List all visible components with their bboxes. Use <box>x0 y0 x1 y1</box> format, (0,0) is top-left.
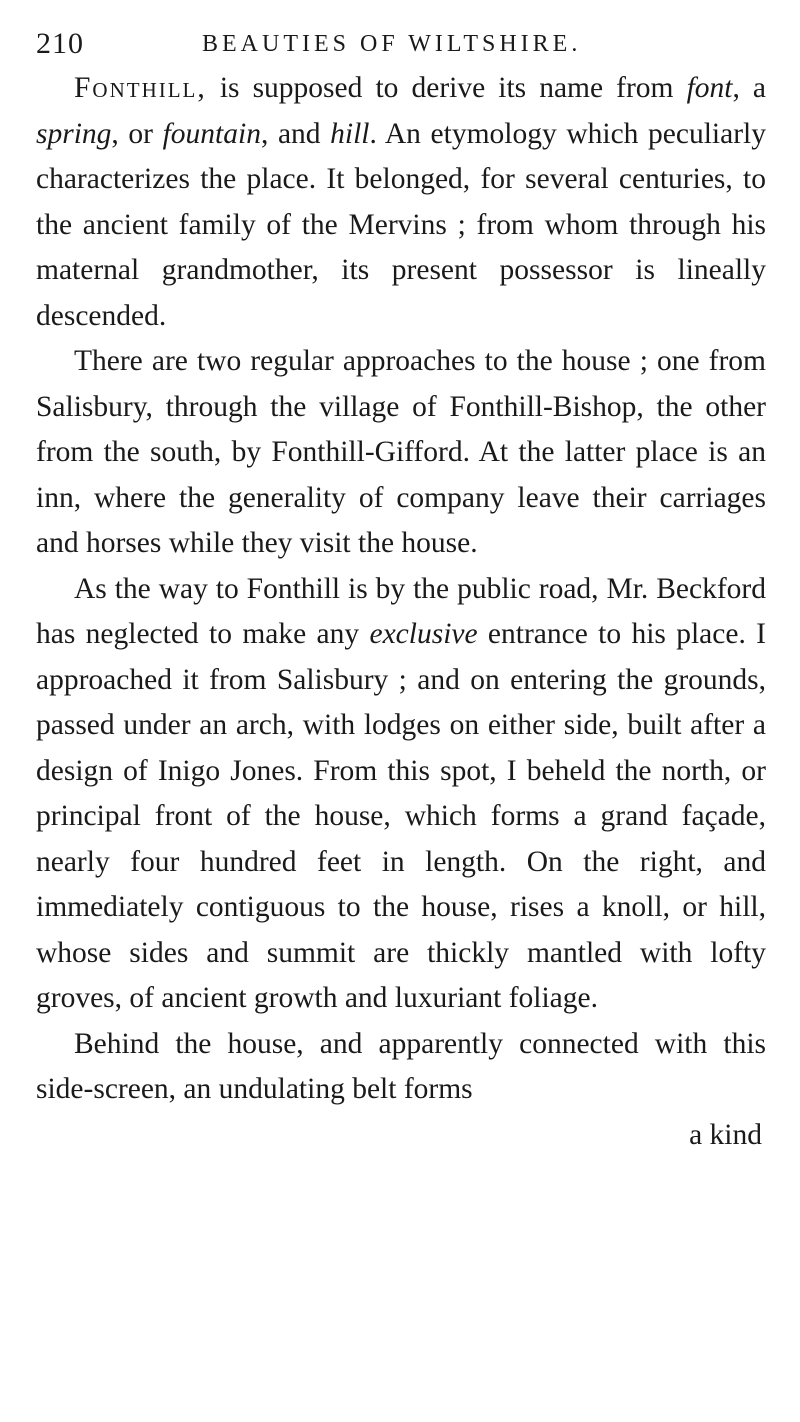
italic-term-exclusive: exclusive <box>369 618 478 650</box>
book-page <box>36 22 766 1402</box>
text-segment: , and <box>260 117 331 150</box>
text-segment: Behind the house, and apparently connected with this side-screen, an undulating belt forms <box>36 1027 766 1105</box>
text-segment: entrance to his place. I approached it from Salisbury ; and on entering the grounds, passed under an arch, with lodges on either side, built after a design of Inigo Jones. From this spot, I beheld the north, or principal front of the house, which forms a grand façade, nearly four hundred feet in length. On the right, and immediately contiguous to the house, rises a knoll, or hill, whose sides and summit are thickly mantled with lofty groves, of ancient growth and luxuriant foliage. <box>36 618 766 1014</box>
running-head <box>36 22 766 66</box>
paragraph-1 <box>36 66 766 339</box>
paragraph-4 <box>36 1022 766 1113</box>
italic-term-hill: hill <box>330 117 370 150</box>
italic-term-font: font <box>686 72 733 104</box>
text-segment: , or <box>111 117 163 150</box>
paragraph-3 <box>36 567 766 1022</box>
body-text <box>36 66 766 1113</box>
paragraph-2 <box>36 339 766 567</box>
text-segment: As the way to Fonthill is by the public road, Mr. Beckford has neglected to make any <box>36 572 766 650</box>
running-title: BEAUTIES OF WILTSHIRE. <box>202 31 582 57</box>
paragraph-lead-word: Fonthill, <box>74 72 207 104</box>
italic-term-fountain: fountain <box>162 117 261 150</box>
text-segment: is supposed to derive its name from <box>206 72 687 104</box>
italic-term-spring: spring <box>36 117 112 150</box>
page-number: 210 <box>36 27 84 60</box>
text-segment: . An etymology which peculiarly characterizes the place. It belonged, for several centuries, to the ancient family of the Mervins ; from whom through his maternal grandmother, its present possessor is lineally descended. <box>36 117 766 332</box>
text-segment: , a <box>732 72 767 104</box>
text-segment: There are two regular approaches to the house ; one from Salisbury, through the village of Fonthill-Bishop, the other from the south, by Fonthill-Gifford. At the latter place is an inn, where the generality of company leave their carriages and horses while they visit the house. <box>36 345 766 559</box>
catchword: a kind <box>689 1118 762 1151</box>
